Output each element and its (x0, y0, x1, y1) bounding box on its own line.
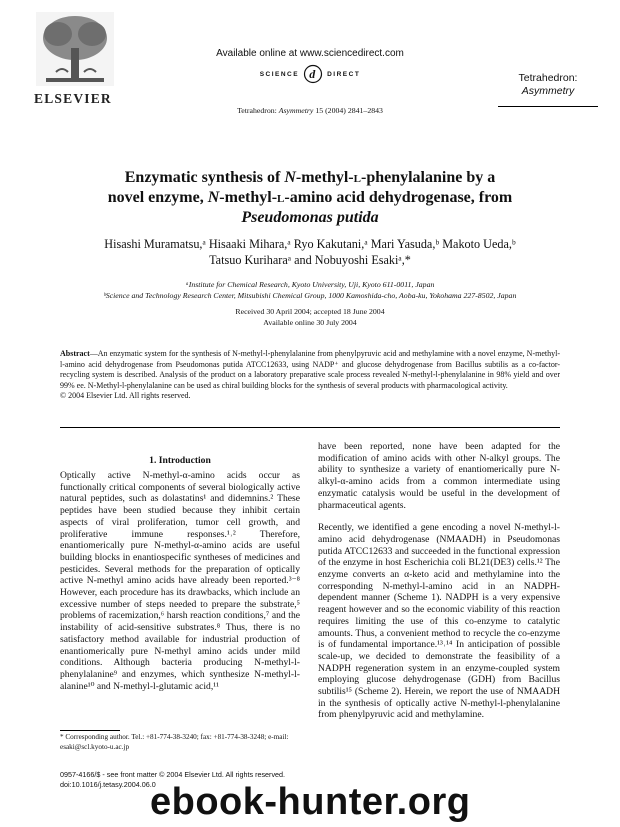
intro-paragraph-2: have been reported, none have been adapted for the modification of amino acids with other N-alkyl groups. The ability to synthesize a variety of enantiomerically pure N-alkyl-α-amino acids from a common intermediate using enzymatic catalysis would be useful in the development of pharmaceutical agents. (318, 441, 560, 511)
citation-prefix: Tetrahedron: (237, 106, 277, 115)
received-date: Received 30 April 2004; accepted 18 June 2004 (235, 307, 385, 316)
available-date: Available online 30 July 2004 (263, 318, 357, 327)
abstract-label: Abstract (60, 349, 90, 358)
left-column (60, 470, 300, 692)
watermark: ebook-hunter.org (150, 781, 471, 823)
sciencedirect-word-right: DIRECT (327, 70, 361, 78)
sciencedirect-word-left: SCIENCE (259, 70, 300, 78)
authors-line1: Hisashi Muramatsu,ᵃ Hisaaki Mihara,ᵃ Ryo Kakutani,ᵃ Mari Yasuda,ᵇ Makoto Ueda,ᵇ (104, 237, 516, 251)
affiliations (30, 279, 590, 301)
journal-name-line1: Tetrahedron: (518, 72, 578, 84)
corresponding-author-footnote: * Corresponding author. Tel.: +81-774-38-3240; fax: +81-774-38-3248; e-mail: esaki@scl.kyoto-u.ac.jp (60, 733, 289, 751)
issn-line: 0957-4166/$ - see front matter © 2004 Elsevier Ltd. All rights reserved. (60, 770, 286, 779)
footnote-rule (60, 730, 120, 731)
citation-suffix: 15 (2004) 2841–2843 (315, 106, 383, 115)
author-list (40, 236, 580, 268)
citation-journal: Asymmetry (278, 106, 314, 115)
abstract-text: —An enzymatic system for the synthesis of N-methyl-l-phenylalanine from phenylpyruvic acid and methylamine with a novel enzyme, N-methyl-l-amino acid dehydrogenase from Pseudomonas putida ATCC12633, using NADP⁺ and glucose dehydrogenase from Bacillus subtilis as a co-factor-recycling system is described. Analysis of the product on a laboratory preparative scale process revealed N-methyl-l-phenylalanine in 98% yield and over 99% ee. N-Methyl-l-phenylalanine can be used as chiral building blocks for the synthesis of several products with pharmacological activity. (60, 349, 560, 390)
affiliation-b: ᵇScience and Technology Research Center, Mitsubishi Chemical Group, 1000 Kamoshida-cho, Aoba-ku, Yokohama 227-8502, Japan (103, 291, 517, 300)
affiliation-a: ᵃInstitute for Chemical Research, Kyoto University, Uji, Kyoto 611-0011, Japan (185, 280, 435, 289)
journal-rule (498, 106, 598, 107)
abstract-rule (60, 427, 560, 428)
journal-citation (0, 106, 620, 115)
elsevier-wordmark: ELSEVIER (34, 91, 112, 106)
doi-line: doi:10.1016/j.tetasy.2004.06.0 (60, 780, 156, 789)
intro-paragraph-1: Optically active N-methyl-α-amino acids occur as functionally critical components of several biologically active natural peptides, such as dolastatins¹ and didemnins.² These peptides have been studied because they inhibit certain aspects of viral proliferation, tumor cell growth, and proliferative immune responses.¹˒² Therefore, enantiomerically pure N-methyl-α-amino acids are useful building blocks in enantiospecific syntheses of medicines and pesticides. Several methods for the preparation of optically active N-methyl amino acids have already been reported.³⁻⁸ However, each procedure has its drawbacks, which include an excessive number of steps needed to prepare the substrate,⁵ problems of racemization,⁶ harsh reaction conditions,⁷ and the instability of acid-sensitive substrates.⁸ Thus, there is no satisfactory method available for industrial production of enantiomerically pure N-methyl amino acids under mild conditions. Although bacteria producing N-methyl-l-phenylalanine⁹ and enzymes, which synthesize N-methyl-l-alanine¹⁰ and N-methyl-l-glutamic acid,¹¹ (60, 470, 300, 692)
article-dates (0, 306, 620, 328)
available-online-line: Available online at www.sciencedirect.com (216, 48, 404, 59)
svg-text:d: d (309, 67, 317, 81)
section-heading-introduction: 1. Introduction (149, 455, 211, 466)
paper-title: Enzymatic synthesis of N-methyl-l-phenylalanine by a novel enzyme, N-methyl-l-amino acid dehydrogenase, from Pseudomonas putida (107, 169, 513, 226)
right-column (318, 441, 560, 721)
abstract-copyright: © 2004 Elsevier Ltd. All rights reserved. (60, 391, 191, 401)
journal-name-line2: Asymmetry (521, 85, 575, 97)
intro-paragraph-3: Recently, we identified a gene encoding a novel N-methyl-l-amino acid dehydrogenase (NMAADH) in Pseudomonas putida ATCC12633 and succeeded in the functional expression of the enzyme in host Escherichia coli BL21(DE3) cells.¹² The enzyme converts an α-keto acid and methylamine into the corresponding N-methyl-l-amino acid in an NADPH-dependent manner (Scheme 1). NADPH is a very expensive reagent however and so the economic viability of this reaction requires limiting the use of this co-enzyme to catalytic amounts. Thus, a convenient method to recycle the co-enzyme is of fundamental importance.¹³˒¹⁴ In anticipation of possible scale-up, we decided to demonstrate the feasibility of a NADPH regeneration system in an enzyme-coupled system employing glucose dehydrogenase (GDH) from Bacillus subtilis¹⁵ (Scheme 2). Herein, we report the use of NMAADH in the synthesis of optically active N-methyl-l-phenylalanine from phenylpyruvic acid and methylamine. (318, 522, 560, 721)
abstract (60, 349, 560, 402)
authors-line2: Tatsuo Kuriharaᵃ and Nobuyoshi Esakiᵃ,* (209, 253, 411, 267)
journal-name (498, 72, 598, 98)
sciencedirect-d-icon (303, 64, 323, 84)
